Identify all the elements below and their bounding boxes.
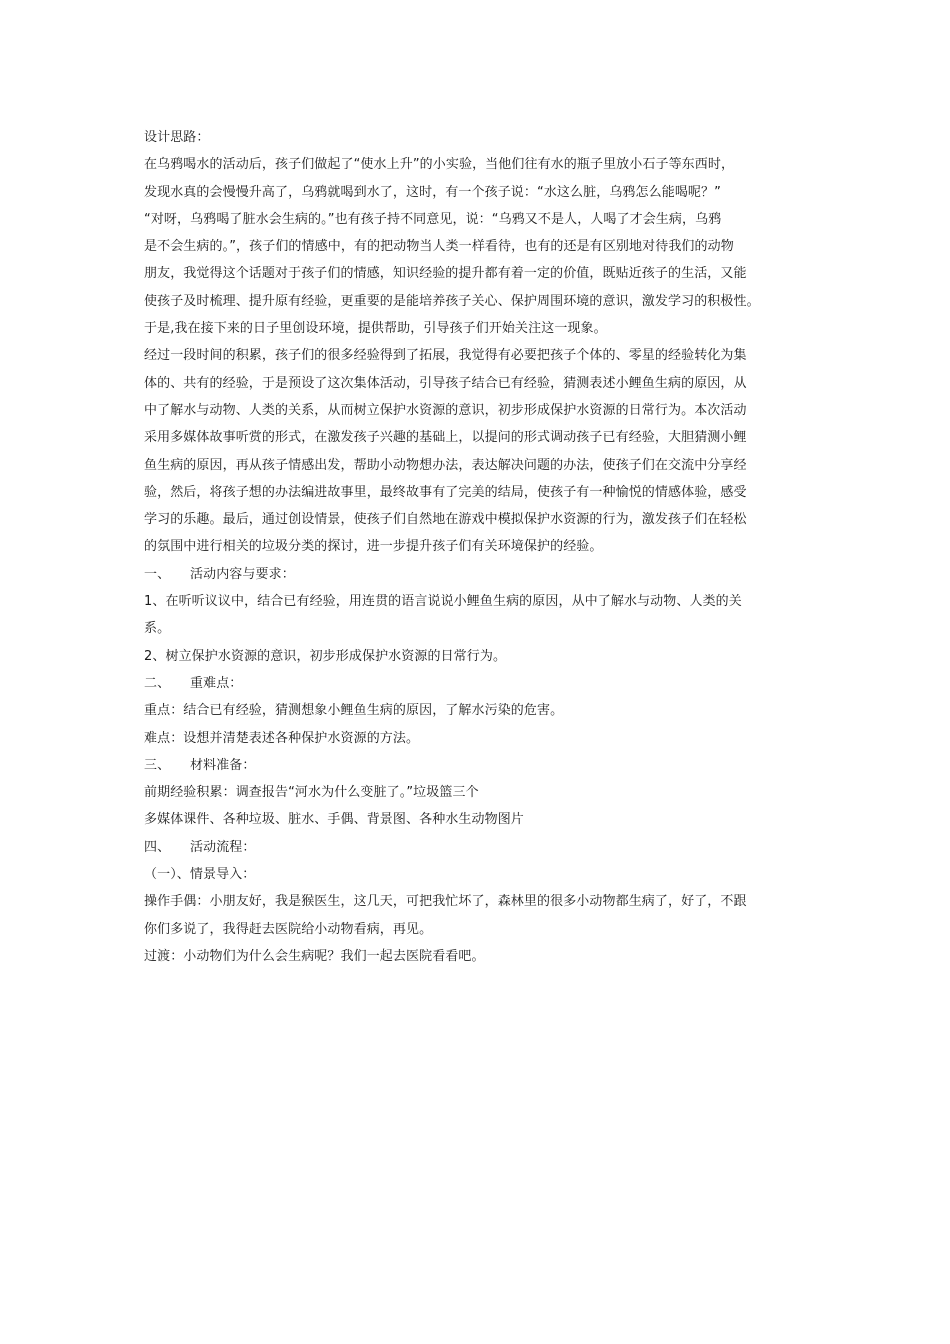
section-title-design-idea: 设计思路： <box>144 130 210 145</box>
goal-item-continued: 系。 <box>144 621 171 637</box>
paragraph-line: 中了解水与动物、人类的关系，从而树立保护水资源的意识，初步形成保护水资源的日常行为。本次活动 <box>144 402 747 418</box>
heading-number: 三、 <box>144 757 171 773</box>
heading-key-points <box>144 670 816 697</box>
paragraph-line: 学习的乐趣。最后，通过创设情景，使孩子们自然地在游戏中模拟保护水资源的行为，激发孩子们在轻松 <box>144 512 747 528</box>
paragraph-line: 于是,我在接下来的日子里创设环境，提供帮助，引导孩子们开始关注这一现象。 <box>144 321 607 337</box>
paragraph-line: 是不会生病的。”，孩子们的情感中，有的把动物当人类一样看待，也有的还是有区别地对待我们的动物 <box>144 239 734 255</box>
flow-line: 操作手偶：小朋友好，我是猴医生，这几天，可把我忙坏了，森林里的很多小动物都生病了，好了，不跟 <box>144 894 747 910</box>
heading-materials <box>144 752 816 779</box>
heading-number: 四、 <box>144 839 171 855</box>
paragraph-line: 的氛围中进行相关的垃圾分类的探讨，进一步提升孩子们有关环境保护的经验。 <box>144 539 603 555</box>
paragraph-line: 发现水真的会慢慢升高了，乌鸦就喝到水了，这时，有一个孩子说：“水这么脏，乌鸦怎么能喝呢？” <box>144 184 721 200</box>
document-body <box>144 124 816 970</box>
heading-number: 一、 <box>144 566 171 582</box>
flow-line: 过渡：小动物们为什么会生病呢？我们一起去医院看看吧。 <box>144 948 485 964</box>
paragraph-line: 验，然后，将孩子想的办法编进故事里，最终故事有了完美的结局，使孩子有一种愉悦的情感体验，感受 <box>144 484 747 500</box>
heading-activity-content <box>144 561 816 588</box>
heading-activity-flow <box>144 834 816 861</box>
heading-text: 重难点： <box>190 675 243 691</box>
material-item: 前期经验积累：调查报告“河水为什么变脏了。”垃圾篮三个 <box>144 785 479 801</box>
heading-text: 活动内容与要求： <box>190 566 295 582</box>
difficult-point: 难点：设想并清楚表述各种保护水资源的方法。 <box>144 730 420 746</box>
heading-text: 活动流程： <box>190 839 256 855</box>
flow-subheading: （一）、情景导入： <box>144 867 256 883</box>
paragraph-line: “对呀，乌鸦喝了脏水会生病的。”也有孩子持不同意见，说：“乌鸦又不是人，人喝了才会生病，乌鸦 <box>144 211 722 227</box>
paragraph-line: 经过一段时间的积累，孩子们的很多经验得到了拓展，我觉得有必要把孩子个体的、零星的经验转化为集 <box>144 348 747 364</box>
key-point: 重点：结合已有经验，猜测想象小鲤鱼生病的原因，了解水污染的危害。 <box>144 703 564 719</box>
paragraph-line: 体的、共有的经验，于是预设了这次集体活动，引导孩子结合已有经验，猜测表述小鲤鱼生病的原因，从 <box>144 375 747 391</box>
paragraph-line: 鱼生病的原因，再从孩子情感出发，帮助小动物想办法，表达解决问题的办法，使孩子们在交流中分享经 <box>144 457 747 473</box>
paragraph-line: 朋友，我觉得这个话题对于孩子们的情感，知识经验的提升都有着一定的价值，既贴近孩子的生活，又能 <box>144 266 747 282</box>
paragraph-line: 使孩子及时梳理、提升原有经验，更重要的是能培养孩子关心、保护周围环境的意识，激发学习的积极性。 <box>144 293 760 309</box>
material-item: 多媒体课件、各种垃圾、脏水、手偶、背景图、各种水生动物图片 <box>144 812 524 828</box>
goal-item: 1、在听听议议中，结合已有经验，用连贯的语言说说小鲤鱼生病的原因，从中了解水与动物、人类的关 <box>144 594 742 610</box>
heading-text: 材料准备： <box>190 757 256 773</box>
paragraph-line: 采用多媒体故事听赏的形式，在激发孩子兴趣的基础上，以提问的形式调动孩子已有经验，大胆猜测小鲤 <box>144 430 747 446</box>
paragraph-line: 在乌鸦喝水的活动后，孩子们做起了“使水上升”的小实验，当他们往有水的瓶子里放小石子等东西时， <box>144 157 735 173</box>
heading-number: 二、 <box>144 675 171 691</box>
goal-item: 2、树立保护水资源的意识，初步形成保护水资源的日常行为。 <box>144 648 507 664</box>
flow-line: 你们多说了，我得赶去医院给小动物看病，再见。 <box>144 921 433 937</box>
